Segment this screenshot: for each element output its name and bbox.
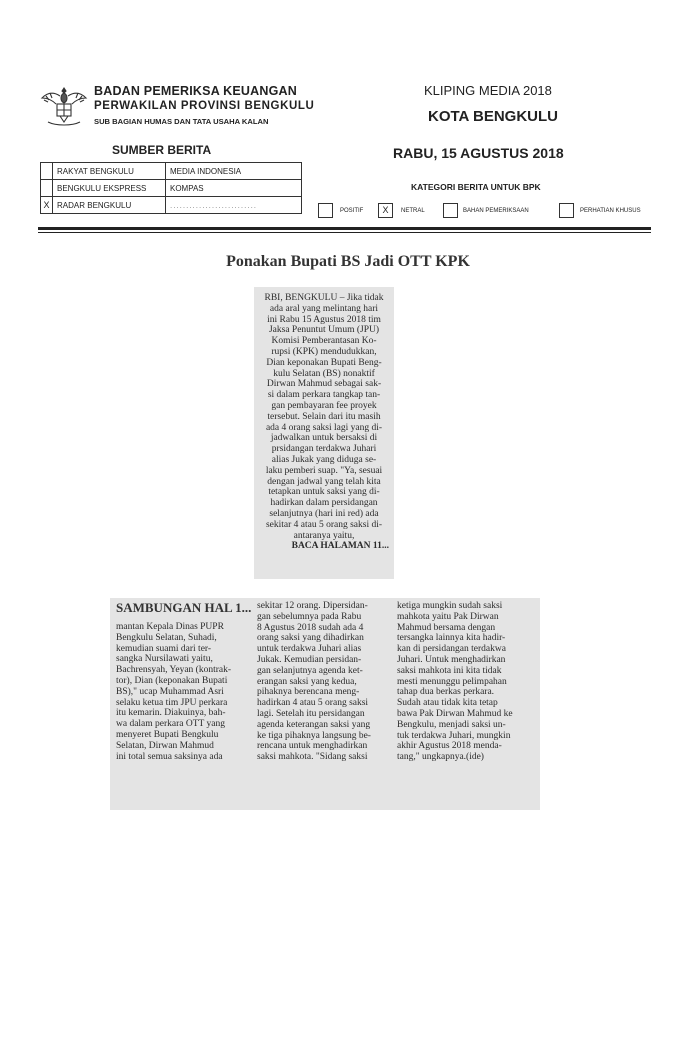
text-line: mesti menunggu pelimpahan — [397, 676, 507, 687]
category-label-positif: POSITIF — [340, 208, 364, 214]
text-line: tahap dua berkas perkara. — [397, 687, 495, 698]
text-line: kulu Selatan (BS) nonaktif — [273, 368, 375, 379]
text-line: Dirwan Mahmud sebagai sak- — [266, 379, 382, 390]
text-line: prsidangan terdakwa Juhari — [271, 444, 377, 455]
text-line: 8 Agustus 2018 sudah ada 4 — [257, 622, 364, 633]
source-table — [40, 162, 302, 214]
text-line: rupsi (KPK) mendudukkan, — [271, 346, 377, 357]
text-line: Bengkulu Selatan, Suhadi, — [116, 632, 217, 643]
text-line: tersebut. Selain dari itu masih — [267, 411, 381, 422]
text-line: Dian keponakan Bupati Beng- — [266, 357, 382, 368]
text-line: menyeret Bupati Bengkulu — [116, 729, 219, 740]
text-line: Sudah atau tidak kita tetap — [397, 698, 498, 709]
text-line: RBI, BENGKULU – Jika tidak — [264, 293, 384, 303]
text-line: tuk terdakwa Juhari, mungkin — [397, 730, 511, 741]
text-line: sekitar 12 orang. Dipersidan- — [257, 601, 368, 611]
article-lead-text — [255, 293, 393, 552]
text-line: hadirkan 4 atau 5 orang saksi — [257, 698, 369, 709]
clip-title: KLIPING MEDIA 2018 — [424, 83, 552, 98]
text-line: ini total semua saksinya ada — [116, 751, 223, 762]
text-line: erangan saksi yang kedua, — [257, 676, 357, 687]
text-line: sekitar 4 atau 5 orang saksi di- — [265, 519, 383, 530]
category-label-bahan-pemeriksaan: BAHAN PEMERIKSAAN — [463, 208, 529, 214]
category-checkbox-bahan-pemeriksaan — [443, 203, 458, 218]
org-branch: PERWAKILAN PROVINSI BENGKULU — [94, 100, 315, 112]
category-checkbox-netral: X — [378, 203, 393, 218]
source-mark: X — [41, 197, 53, 214]
text-line: itu kemarin. Diakuinya, bah- — [116, 708, 226, 719]
text-line: orang saksi yang dihadirkan — [257, 633, 364, 644]
category-heading: KATEGORI BERITA UNTUK BPK — [411, 182, 541, 192]
text-line: selaku ketua tim JPU perkara — [116, 697, 228, 708]
text-line: Bachrensyah, Yeyan (kontrak- — [116, 665, 232, 676]
text-line: wa dalam perkara OTT yang — [116, 719, 226, 730]
article-column-2 — [257, 601, 395, 763]
article-headline: Ponakan Bupati BS Jadi OTT KPK — [226, 253, 470, 270]
text-line: Mahmud bersama dengan — [397, 622, 496, 633]
org-subdivision: SUB BAGIAN HUMAS DAN TATA USAHA KALAN — [94, 117, 269, 126]
text-line: tersangka lainnya kita hadir- — [397, 633, 506, 644]
source-name: RAKYAT BENGKULU — [53, 163, 166, 180]
text-line: BS)," ucap Muhammad Asri — [116, 686, 224, 697]
clip-date: RABU, 15 AGUSTUS 2018 — [393, 145, 564, 161]
text-line: si dalam perkara tangkap tan- — [267, 390, 381, 401]
org-name: BADAN PEMERIKSA KEUANGAN — [94, 84, 297, 98]
source-mark — [41, 163, 53, 180]
source-mark — [41, 180, 53, 197]
header-divider — [38, 227, 651, 230]
text-line: tetapkan untuk saksi yang di- — [268, 487, 380, 498]
source-heading: SUMBER BERITA — [112, 143, 212, 157]
source-row — [41, 180, 302, 197]
text-line: rencana untuk menghadirkan — [257, 741, 368, 752]
text-line: ke tiga pihaknya langsung be- — [257, 730, 371, 741]
text-line: kan di persidangan terdakwa — [397, 644, 506, 655]
header-divider — [38, 232, 651, 233]
text-line: mantan Kepala Dinas PUPR — [116, 622, 224, 632]
text-line: hadirkan dalam persidangan — [270, 498, 378, 509]
clip-city: KOTA BENGKULU — [428, 108, 558, 125]
text-line: agenda keterangan saksi yang — [257, 719, 371, 730]
text-line: gan pembayaran fee proyek — [271, 400, 377, 411]
source-row — [41, 197, 302, 214]
text-line: Bengkulu, menjadi saksi un- — [397, 719, 506, 730]
source-blank: ........................... — [166, 197, 302, 214]
text-line: jadwalkan untuk bersaksi di — [270, 433, 378, 444]
text-line: saksi mahkota ini kita tidak — [397, 665, 502, 676]
text-line: selanjutnya (hari ini red) ada — [269, 508, 379, 519]
category-label-netral: NETRAL — [401, 208, 425, 214]
text-line: gan selanjutnya agenda ket- — [257, 665, 363, 676]
text-line: alias Jukak yang diduga se- — [271, 454, 377, 465]
continuation-heading: SAMBUNGAN HAL 1... — [116, 600, 252, 615]
text-line: antaranya yaitu, — [293, 530, 355, 541]
text-line: ada 4 orang saksi lagi yang di- — [265, 422, 383, 433]
text-line: untuk terdakwa Juhari alias — [257, 644, 362, 655]
garuda-emblem-logo — [36, 80, 92, 132]
text-line: tor), Dian (keponakan Bupati — [116, 675, 228, 686]
text-line: pihaknya berencana meng- — [257, 687, 360, 698]
text-line: Jukak. Kemudian persidan- — [257, 654, 362, 665]
source-name: KOMPAS — [166, 180, 302, 197]
source-name: BENGKULU EKSPRESS — [53, 180, 166, 197]
text-line: kemudian suami dari ter- — [116, 643, 212, 654]
source-name: RADAR BENGKULU — [53, 197, 166, 214]
text-line: mahkota yaitu Pak Dirwan — [397, 611, 499, 622]
category-checkbox-perhatian-khusus — [559, 203, 574, 218]
text-line: ketiga mungkin sudah saksi — [397, 601, 503, 611]
text-line: Komisi Pemberantasan Ko- — [271, 336, 377, 347]
source-name: MEDIA INDONESIA — [166, 163, 302, 180]
text-line: ini Rabu 15 Agustus 2018 tim — [267, 314, 381, 325]
text-line: Juhari. Untuk menghadirkan — [397, 654, 506, 665]
text-line: gan sebelumnya pada Rabu — [257, 611, 362, 622]
text-line: laku pemberi suap. "Ya, sesuai — [265, 465, 383, 476]
text-line: Selatan, Dirwan Mahmud — [116, 740, 214, 751]
source-row — [41, 163, 302, 180]
text-line: Jaksa Penuntut Umum (JPU) — [268, 325, 380, 336]
text-line: dengan jadwal yang telah kita — [267, 476, 381, 487]
category-checkbox-positif — [318, 203, 333, 218]
text-line: akhir Agustus 2018 menda- — [397, 741, 502, 752]
article-column-3 — [397, 601, 535, 763]
text-line: ada aral yang melintang hari — [269, 303, 379, 314]
article-column-1 — [116, 600, 254, 762]
category-label-perhatian-khusus: PERHATIAN KHUSUS — [580, 208, 641, 214]
text-line: tang," ungkapnya.(ide) — [397, 752, 484, 763]
text-line: saksi mahkota. "Sidang saksi — [257, 752, 368, 763]
continue-marker: BACA HALAMAN 11... — [291, 541, 389, 552]
text-line: sangka Nursilawati yaitu, — [116, 654, 213, 665]
text-line: lagi. Setelah itu persidangan — [257, 708, 365, 719]
text-line: bawa Pak Dirwan Mahmud ke — [397, 708, 513, 719]
